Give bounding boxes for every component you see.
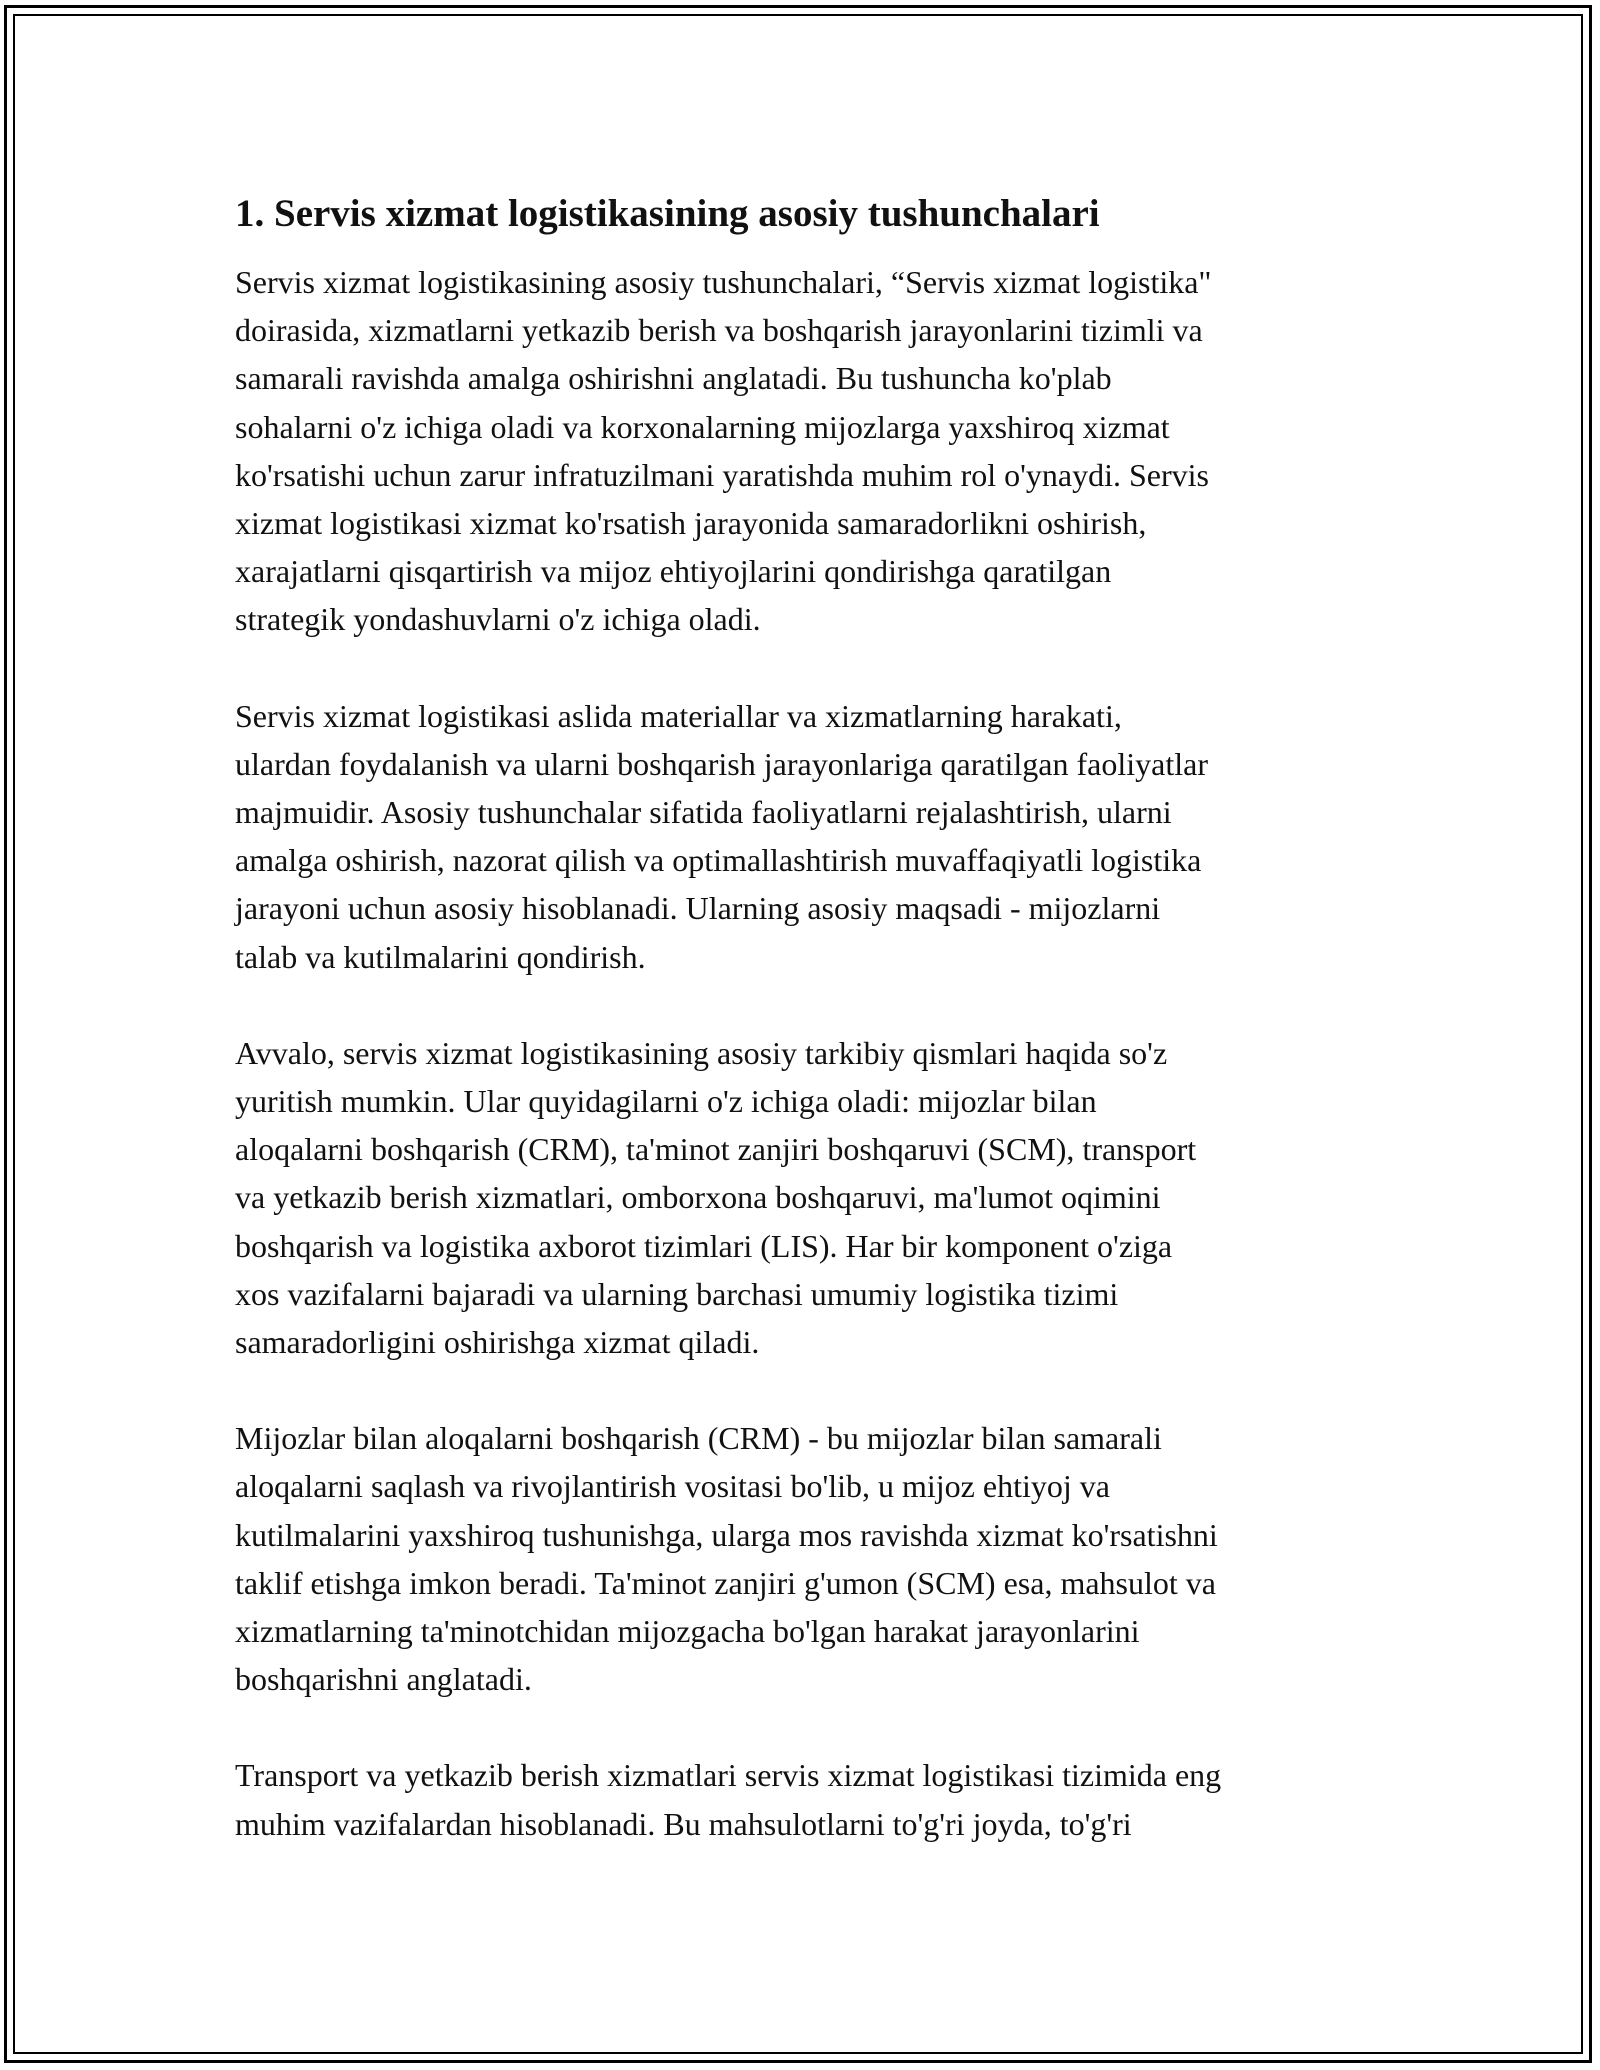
document-body [235,188,1395,1896]
paragraph-3: Avvalo, servis xizmat logistikasining asosiy tarkibiy qismlari haqida so'z yuritish mumkin. Ular quyidagilarni o'z ichiga oladi: mijozlar bilan aloqalarni boshqarish (CRM), ta'minot zanjiri boshqaruvi (SCM), transport va yetkazib berish xizmatlari, omborxona boshqaruvi, ma'lumot oqimini boshqarish va logistika axborot tizimlari (LIS). Har bir komponent o'ziga xos vazifalarni bajaradi va ularning barchasi umumiy logistika tizimi samaradorligini oshirishga xizmat qiladi. [235,1034,1197,1361]
paragraph-1: Servis xizmat logistikasining asosiy tushunchalari, “Servis xizmat logistika" doirasida, xizmatlarni yetkazib berish va boshqarish jarayonlarini tizimli va samarali ravishda amalga oshirishni anglatadi. Bu tushuncha ko'plab sohalarni o'z ichiga oladi va korxonalarning mijozlarga yaxshiroq xizmat ko'rsatishi uchun zarur infratuzilmani yaratishda muhim rol o'ynaydi. Servis xizmat logistikasi xizmat ko'rsatish jarayonida samaradorlikni oshirish, xarajatlarni qisqartirish va mijoz ehtiyojlarini qondirishga qaratilgan strategik yondashuvlarni o'z ichiga oladi. [235,264,1212,638]
section-heading: 1. Servis xizmat logistikasining asosiy tushunchalari [235,192,1100,235]
paragraph-2: Servis xizmat logistikasi aslida materiallar va xizmatlarning harakati, ulardan foydalanish va ularni boshqarish jarayonlariga qaratilgan faoliyatlar majmuidir. Asosiy tushunchalar sifatida faoliyatlarni rejalashtirish, ularni amalga oshirish, nazorat qilish va optimallashtirish muvaffaqiyatli logistika jarayoni uchun asosiy hisoblanadi. Ularning asosiy maqsadi - mijozlarni talab va kutilmalarini qondirish. [235,697,1208,975]
paragraph-5: Transport va yetkazib berish xizmatlari servis xizmat logistikasi tizimida eng muhim vazifalardan hisoblanadi. Bu mahsulotlarni to'g'ri joyda, to'g'ri [235,1757,1222,1842]
paragraph-4: Mijozlar bilan aloqalarni boshqarish (CRM) - bu mijozlar bilan samarali aloqalarni saqlash va rivojlantirish vositasi bo'lib, u mijoz ehtiyoj va kutilmalarini yaxshiroq tushunishga, ularga mos ravishda xizmat ko'rsatishni taklif etishga imkon beradi. Ta'minot zanjiri g'umon (SCM) esa, mahsulot va xizmatlarning ta'minotchidan mijozgacha bo'lgan harakat jarayonlarini boshqarishni anglatadi. [235,1420,1218,1698]
